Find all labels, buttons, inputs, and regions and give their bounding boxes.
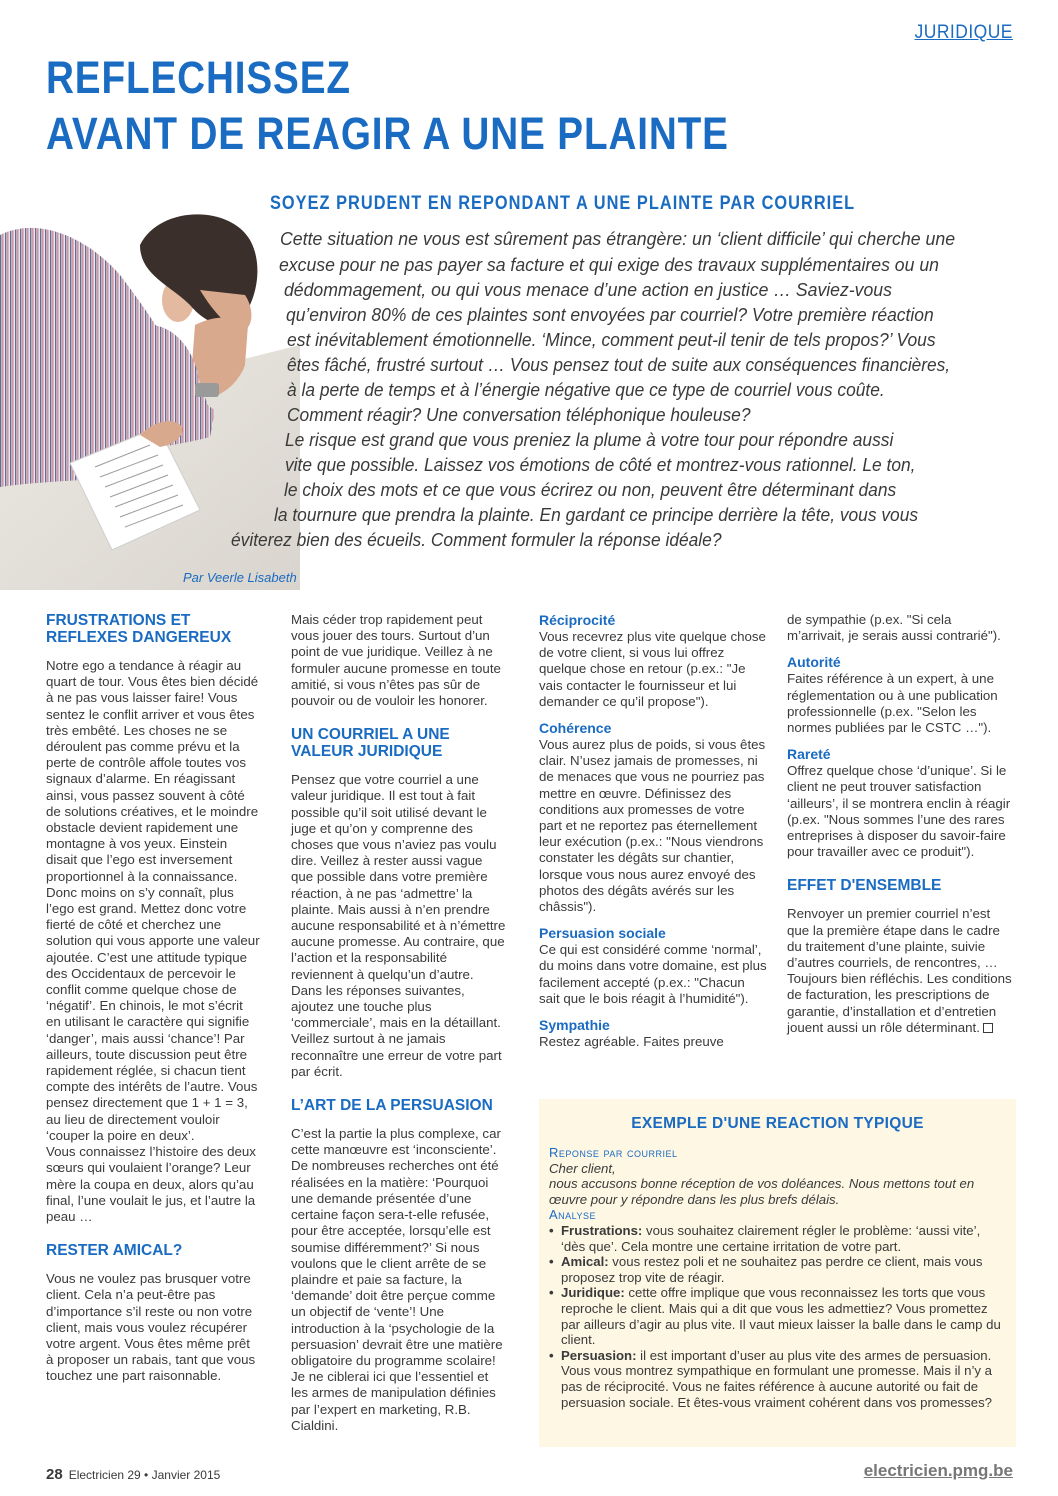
column-2 xyxy=(291,612,506,1434)
analysis-text: vous restez poli et ne souhaitez pas perdre ce client, mais vous proposez trop vite de réagir. xyxy=(561,1254,983,1285)
example-box xyxy=(539,1099,1016,1447)
heading-reciprocite: Réciprocité xyxy=(539,612,616,628)
column-1 xyxy=(46,612,261,1385)
intro-line: éviterez bien des écueils. Comment formuler la réponse idéale? xyxy=(231,530,722,550)
heading-persuasion-sociale: Persuasion sociale xyxy=(539,925,666,942)
title-line-2: AVANT DE REAGIR A UNE PLAINTE xyxy=(46,108,729,159)
label-reponse: Reponse par courriel xyxy=(549,1145,678,1160)
intro-line: excuse pour ne pas payer sa facture et qui exige des travaux supplémentaires ou un xyxy=(279,255,939,275)
paragraph: C’est la partie la plus complexe, car cette manœuvre est ‘inconsciente’. De nombreuses recherches ont été réalisées en la matière: ‘Pourquoi une demande présentée d’une certaine façon sera-t-elle refusée, pour être acceptée, lorsqu’elle est soumise différemment?’ Si nous voulons que le client arrête de se plaindre et paie sa facture, la ‘demande’ doit être perçue comme un objectif de ‘vente’! Une introduction à la ‘psychologie de la persuasion’ devrait être une matière obligatoire du programme scolaire! Je ne ciblerai ici que l’essentiel et les armes de manipulation définies par l’expert en marketing, R.B. Cialdini. xyxy=(291,1126,503,1433)
heading-coherence: Cohérence xyxy=(539,720,612,737)
column-3 xyxy=(539,612,769,1050)
end-mark-icon xyxy=(983,1023,993,1033)
analysis-item xyxy=(549,1285,1002,1347)
intro-line: est inévitablement émotionnelle. ‘Mince, comment peut-il tenir de tels propos?’ Vous xyxy=(287,330,936,350)
paragraph-text: Renvoyer un premier courriel n’est que la première étape dans le cadre du traitement d’une plainte, suivie d’autres courriels, de rencontres, … Toujours bien réfléchis. Les conditions de facturation, les prescriptions de garantie, d’installation et d’entretien jouent aussi un rôle déterminant. xyxy=(787,906,1012,1035)
intro-line: êtes fâché, frustré surtout … Vous pensez tout de suite aux conséquences financières, xyxy=(287,355,951,375)
issue-info: Electricien 29 • Janvier 2015 xyxy=(68,1468,221,1482)
paragraph: Dans les réponses suivantes, ajoutez une touche plus ‘commerciale’, mais en la détaillant. Veillez surtout à ne jamais reconnaître une erreur de votre part par écrit. xyxy=(291,982,502,1079)
analysis-item xyxy=(549,1223,1002,1254)
analysis-text: cette offre implique que vous reconnaissez les torts que vous reproche le client. Mais qui a dit que vous les admettiez? Vous promettez par ailleurs d’agir au plus vite. Il vaut mieux laisser la balle dans le camp du client. xyxy=(561,1285,1001,1348)
page-number: 28 xyxy=(46,1466,63,1483)
page-title xyxy=(46,50,729,162)
reply-greeting: Cher client, xyxy=(549,1160,616,1176)
paragraph: Restez agréable. Faites preuve xyxy=(539,1034,724,1050)
paragraph: Pensez que votre courriel a une valeur juridique. Il est tout à fait possible qu’il soit utilisé devant le juge et qu’on y comprenne des choses que vous n’aviez pas voulu dire. Veillez à rester aussi vague que possible dans votre première réaction, à ne pas ‘admettre’ la plainte. Mais aussi à n’en prendre aucune responsabilité et à n’émettre aucune promesse. Au contraire, que l’action et la responsabilité reviennent à quelqu’un d’autre. xyxy=(291,772,506,982)
paragraph: de sympathie (p.ex. "Si cela m’arrivait, je serais aussi contrarié"). xyxy=(787,612,1001,644)
heading-autorite: Autorité xyxy=(787,654,841,671)
intro-line: Comment réagir? Une conversation téléphonique houleuse? xyxy=(287,405,751,425)
intro-line: dédommagement, ou qui vous menace d’une action en justice … Saviez-vous xyxy=(284,280,892,300)
intro-line: la tournure que prendra la plainte. En gardant ce principe derrière la tête, vous vous xyxy=(274,505,919,525)
heading-courriel-juridique: UN COURRIEL A UNE VALEUR JURIDIQUE xyxy=(291,726,450,761)
footer-issue xyxy=(46,1466,220,1483)
analysis-term: Juridique: xyxy=(561,1285,625,1301)
intro-line: à la perte de temps et à l’énergie négative que ce type de courriel vous coûte. xyxy=(287,380,885,400)
paragraph: Vous connaissez l’histoire des deux sœurs qui voulaient l’orange? Leur mère la coupa en deux, alors qu’au final, l’une voulait le jus, et l’autre la peau … xyxy=(46,1144,256,1224)
paragraph: Vous ne voulez pas brusquer votre client. Cela n’a peut-être pas d’importance s’il reste ou non votre client, mais vous voulez récupérer votre argent. Vous êtes même prêt à proposer un rabais, tant que vous touchez une part raisonnable. xyxy=(46,1271,256,1384)
analysis-text: il est important d’user au plus vite des armes de persuasion. Vous vous montrez sympathique en formulant une promesse. Mais il n’y a pas de réciprocité. Vous ne faites référence à aucune autorité ou fait de persuasion sociale. Et êtes-vous vraiment cohérent dans vos promesses? xyxy=(561,1347,993,1410)
paragraph: Vous aurez plus de poids, si vous êtes clair. N’usez jamais de promesses, ni de menaces que vous ne pourriez pas mettre en œuvre. Définissez des conditions aux promesses de votre part et ne reportez pas éternellement leur exécution (p.ex.: "Nous viendrons constater les dégâts sur chantier, lorsque vous nous aurez envoyé des photos des dégâts avérés sur les châssis"). xyxy=(539,737,766,915)
paragraph: Ce qui est considéré comme ‘normal’, du moins dans votre domaine, est plus facilement accepté (p.ex.: "Chacun sait que le bois réagit à l’humidité"). xyxy=(539,942,767,1006)
heading-effet-ensemble: EFFET D'ENSEMBLE xyxy=(787,877,942,895)
reply-body: nous accusons bonne réception de vos doléances. Nous mettons tout en œuvre pour y répondre dans les plus brefs délais. xyxy=(549,1176,975,1207)
intro-line: le choix des mots et ce que vous écrirez ou non, peuvent être déterminant dans xyxy=(284,480,897,500)
paragraph: Vous recevrez plus vite quelque chose de votre client, si vous lui offrez quelque chose en retour (p.ex.: "Je vais contacter le fournisseur et lui demander ce qu’il propose"). xyxy=(539,629,766,709)
paragraph: Notre ego a tendance à réagir au quart de tour. Vous êtes bien décidé à ne pas vous laisser faire! Vous sentez le conflit arriver et vous êtes très embêté. Les choses ne se déroulent pas comme prévu et la perte de contrôle affole toutes vos signaux d’alarme. En réagissant ainsi, vous passez souvent à côté de solutions créatives, et le moindre obstacle devient rapidement une montagne à vos yeux. Einstein disait que l’ego est inversement proportionnel à la connaissance. Donc moins on s’y connaît, plus l’ego est grand. Mettez donc votre fierté de côté et cherchez une solution qui vous apporte une valeur ajoutée. C’est une attitude typique des Occidentaux de percevoir le conflit comme quelque chose de ‘négatif’. En chinois, le mot s’écrit en utilisant le caractère qui signifie ‘danger’, mais aussi ‘chance’! Par ailleurs, toute discussion peut être rapidement réglée, si chacun tient compte des intérêts de l’autre. Vous pensez directement que 1 + 1 = 3, au lieu de directement vouloir ‘couper la poire en deux’. xyxy=(46,658,260,1143)
analysis-item xyxy=(549,1348,1002,1410)
byline: Par Veerle Lisabeth xyxy=(183,570,297,585)
analysis-item xyxy=(549,1254,1002,1285)
example-box-title: EXEMPLE D'UNE REACTION TYPIQUE xyxy=(631,1115,924,1132)
example-box-content xyxy=(549,1145,1002,1410)
paragraph xyxy=(787,906,1012,1036)
column-4 xyxy=(787,612,1012,1036)
intro-line: Cette situation ne vous est sûrement pas étrangère: un ‘client difficile’ qui cherche une xyxy=(280,229,956,249)
analysis-term: Frustrations: xyxy=(561,1222,643,1238)
paragraph: Mais céder trop rapidement peut vous jouer des tours. Surtout d’un point de vue juridique. Veillez à ne formuler aucune promesse en toute amitié, si vous n’êtes pas sûr de pouvoir ou de vouloir les honorer. xyxy=(291,612,501,709)
heading-rarete: Rareté xyxy=(787,746,831,763)
intro-line: vite que possible. Laissez vos émotions de côté et montrez-vous rationnel. Le ton, xyxy=(285,455,916,475)
paragraph: Faites référence à un expert, à une réglementation ou à une publication professionnelle (p.ex. "Selon les normes publiées par le CSTC …"). xyxy=(787,671,998,736)
heading-persuasion: L’ART DE LA PERSUASION xyxy=(291,1097,493,1115)
paragraph: Offrez quelque chose ‘d’unique’. Si le client ne peut trouver satisfaction ‘ailleurs’, il se montrera enclin à réagir (p.ex. "Nous sommes l’une des rares entreprises à disposer du savoir-faire pour travailler avec ce produit"). xyxy=(787,763,1011,860)
website-link[interactable]: electricien.pmg.be xyxy=(863,1461,1013,1480)
heading-sympathie: Sympathie xyxy=(539,1017,610,1034)
heading-rester-amical: RESTER AMICAL? xyxy=(46,1242,183,1260)
intro-line: Le risque est grand que vous preniez la plume à votre tour pour répondre aussi xyxy=(285,430,894,450)
title-line-1: REFLECHISSEZ xyxy=(46,52,351,103)
analysis-text: vous souhaitez clairement régler le problème: ‘aussi vite’, ‘dès que’. Cela montre une certaine irritation de votre part. xyxy=(561,1222,981,1254)
label-analyse: Analyse xyxy=(549,1207,597,1223)
analysis-term: Amical: xyxy=(561,1254,609,1270)
heading-frustrations: FRUSTRATIONS ET REFLEXES DANGEREUX xyxy=(46,612,232,646)
analysis-term: Persuasion: xyxy=(561,1347,637,1363)
intro-line: qu’environ 80% de ces plaintes sont envoyées par courriel? Votre première réaction xyxy=(286,305,934,325)
subtitle: SOYEZ PRUDENT EN REPONDANT A UNE PLAINTE PAR COURRIEL xyxy=(270,193,856,214)
section-tag[interactable]: JURIDIQUE xyxy=(914,22,1013,43)
